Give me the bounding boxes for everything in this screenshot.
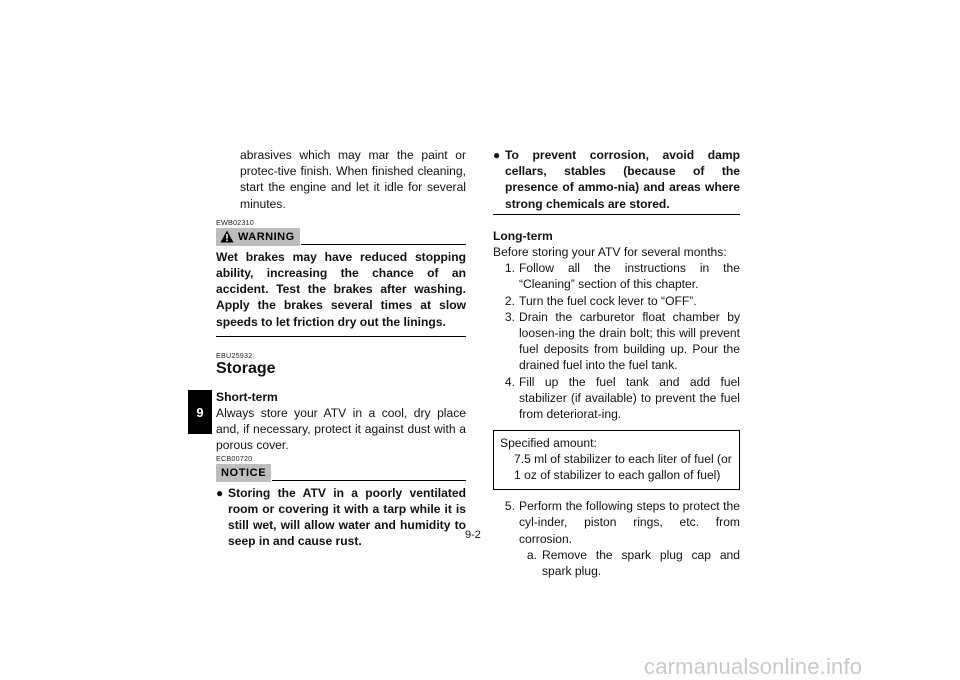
notice-badge: NOTICE: [216, 464, 271, 482]
long-term-heading: Long-term: [493, 228, 553, 243]
warning-badge: [216, 228, 300, 246]
step-number: 3.: [504, 309, 515, 324]
storage-heading: Storage: [216, 359, 276, 377]
long-term-intro: Before storing your ATV for several months:: [493, 245, 727, 260]
page-number: 9-2: [465, 529, 481, 541]
step-item: [493, 260, 740, 292]
warning-code: EWB02310: [216, 217, 254, 227]
notice-bullet-text: Storing the ATV in a poorly ventilated room or covering it with a tarp while it is still wet, will allow water and humidity to seep in and cause rust.: [228, 485, 466, 549]
step-text: Drain the carburetor float chamber by loosen-ing the drain bolt; this will prevent fuel deposits from building up. Pour the drained fuel into the fuel tank.: [519, 309, 740, 373]
chapter-tab: [188, 390, 212, 434]
step-item: [493, 293, 740, 309]
step-item: [493, 309, 740, 374]
chapter-tab-number: 9: [196, 404, 204, 420]
watermark: carmanualsonline.info: [644, 654, 863, 679]
warning-header: [216, 228, 466, 246]
warning-triangle-icon: [220, 230, 234, 243]
notice-header: [216, 464, 466, 482]
warning-rule: [301, 228, 466, 245]
step-number: 4.: [504, 374, 515, 389]
notice-bullet-item: [216, 485, 466, 550]
storage-code: EBU25932: [216, 350, 253, 360]
intro-text: abrasives which may mar the paint or protec-tive finish. When finished cleaning, start the engine and let it idle for several minutes.: [240, 148, 466, 211]
warning-end-rule: [216, 336, 466, 337]
warning-label: WARNING: [238, 230, 295, 243]
notice-rule: [272, 464, 466, 481]
step-text: Follow all the instructions in the “Cleaning” section of this chapter.: [519, 261, 740, 292]
step-text: Fill up the fuel tank and add fuel stabilizer (if available) to prevent the fuel from deteriorat-ing.: [519, 374, 740, 422]
notice-code: ECB00720: [216, 453, 253, 463]
warning-text: Wet brakes may have reduced stopping ability, increasing the chance of an accident. Test the brakes after washing. Apply the brakes several times at slow speeds to let friction dry out the linings.: [216, 249, 466, 329]
spec-box: [493, 430, 740, 490]
spec-value: 7.5 ml of stabilizer to each liter of fuel (or 1 oz of stabilizer to each gallon of fuel): [514, 452, 732, 483]
step-text: Perform the following steps to protect the cyl-inder, piston rings, etc. from corrosion.: [519, 499, 740, 546]
notice-end-rule: [493, 214, 740, 215]
notice-bullet-text-2: To prevent corrosion, avoid damp cellars, stables (because of the presence of ammo-nia) and areas where strong chemicals are stored.: [505, 148, 740, 211]
short-term-text: Always store your ATV in a cool, dry place and, if necessary, protect it against dust with a porous cover.: [216, 406, 466, 453]
short-term-heading: Short-term: [216, 389, 278, 404]
step-text: Turn the fuel cock lever to “OFF”.: [519, 293, 697, 308]
step-number: 5.: [504, 499, 515, 514]
bullet-icon: ●: [493, 148, 501, 162]
notice-bullet-item-2: [493, 147, 740, 212]
step-item: [493, 374, 740, 423]
substep-item: [493, 547, 740, 579]
step-number: 1.: [504, 261, 515, 276]
substep-text: Remove the spark plug cap and spark plug.: [542, 547, 740, 579]
step-number: 2.: [504, 293, 515, 308]
step-item: [493, 498, 740, 547]
spec-label: Specified amount:: [500, 436, 597, 451]
left-column: [216, 147, 466, 549]
substep-letter: a.: [526, 547, 537, 562]
bullet-icon: ●: [216, 485, 224, 500]
right-column: [493, 147, 740, 579]
